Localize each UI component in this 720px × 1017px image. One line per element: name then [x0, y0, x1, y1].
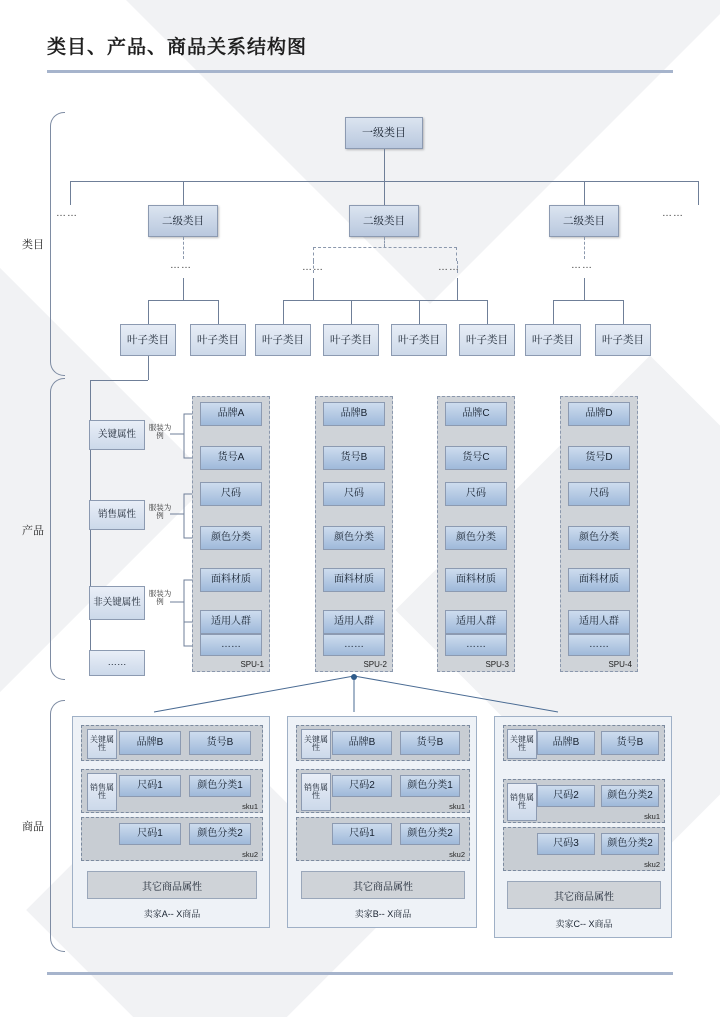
category-ellipsis-mid-4: …… [571, 260, 593, 271]
card2-sku1-color[interactable]: 颜色分类1 [400, 775, 460, 797]
connector-bus-drop-3 [384, 181, 385, 205]
dashed-connector-1 [183, 237, 184, 259]
divider-bottom [47, 972, 673, 975]
spu3-value-ellipsis[interactable]: …… [445, 634, 507, 656]
card1-other-attr[interactable]: 其它商品属性 [87, 871, 257, 899]
card3-other-attr[interactable]: 其它商品属性 [507, 881, 661, 909]
card1-sku-tag-1: sku1 [242, 802, 258, 811]
spu4-value-ellipsis[interactable]: …… [568, 634, 630, 656]
card3-key-value-article[interactable]: 货号B [601, 731, 659, 755]
spu3-value-article[interactable]: 货号C [445, 446, 507, 470]
card3-sku1-size[interactable]: 尺码2 [537, 785, 595, 807]
page-title: 类目、产品、商品关系结构图 [47, 37, 308, 58]
spu1-value-brand[interactable]: 品牌A [200, 402, 262, 426]
card2-sale-attr-label: 销售属性 [301, 773, 331, 811]
connector-leaf-drop-1 [148, 300, 149, 324]
spu2-value-audience[interactable]: 适用人群 [323, 610, 385, 634]
connector-leaf-to-product [148, 356, 149, 380]
dashed-connector-2b [457, 261, 458, 273]
section-label-category: 类目 [22, 239, 44, 251]
card2-key-attr-label: 关键属性 [301, 729, 331, 759]
card2-sku2-size[interactable]: 尺码1 [332, 823, 392, 845]
connector-leaf-bus-3-in [584, 278, 585, 300]
spu2-value-size[interactable]: 尺码 [323, 482, 385, 506]
product-attr-group-nonkey[interactable]: 非关键属性 [89, 586, 145, 620]
card1-sale-attr-label: 销售属性 [87, 773, 117, 811]
card1-caption: 卖家A-- X商品 [143, 909, 201, 919]
spu-tag-4: SPU-4 [608, 660, 632, 669]
spu1-value-audience[interactable]: 适用人群 [200, 610, 262, 634]
connector-leaf-bus-3 [553, 300, 623, 301]
connector-leaf-drop-3 [283, 300, 284, 324]
spu-tag-1: SPU-1 [240, 660, 264, 669]
card1-sku2-color[interactable]: 颜色分类2 [189, 823, 251, 845]
brace-product [50, 378, 65, 680]
spu4-value-size[interactable]: 尺码 [568, 482, 630, 506]
card3-key-attr-label: 关键属性 [507, 729, 537, 759]
card3-sku-tag-2: sku2 [644, 860, 660, 869]
spu1-value-ellipsis[interactable]: …… [200, 634, 262, 656]
connector-leaf-drop-8 [623, 300, 624, 324]
dashed-bracket-2 [313, 247, 457, 261]
spu2-value-article[interactable]: 货号B [323, 446, 385, 470]
spu1-value-color[interactable]: 颜色分类 [200, 526, 262, 550]
spu2-value-brand[interactable]: 品牌B [323, 402, 385, 426]
category-level2-node-1[interactable]: 二级类目 [148, 205, 218, 237]
category-level1-node[interactable]: 一级类目 [345, 117, 423, 149]
category-ellipsis-left: …… [56, 208, 78, 219]
connector-bus-drop-5 [698, 181, 699, 205]
spu4-value-article[interactable]: 货号D [568, 446, 630, 470]
card1-sku-tag-2: sku2 [242, 850, 258, 859]
product-attr-note-2: 服装为例 [148, 503, 172, 521]
connector-product-entry [90, 380, 148, 381]
connector-leaf-drop-2 [218, 300, 219, 324]
leaf-category-node-3[interactable]: 叶子类目 [255, 324, 311, 356]
connector-leaf-bus-2b [419, 300, 487, 301]
connector-leaf-drop-4 [351, 300, 352, 324]
spu4-value-audience[interactable]: 适用人群 [568, 610, 630, 634]
spu4-value-brand[interactable]: 品牌D [568, 402, 630, 426]
leaf-category-node-8[interactable]: 叶子类目 [595, 324, 651, 356]
leaf-category-node-1[interactable]: 叶子类目 [120, 324, 176, 356]
spu3-value-brand[interactable]: 品牌C [445, 402, 507, 426]
product-attr-group-sale[interactable]: 销售属性 [89, 500, 145, 530]
connector-leaf-bus-2-in-a [313, 278, 314, 300]
dashed-connector-2a [313, 261, 314, 273]
card2-sku2-color[interactable]: 颜色分类2 [400, 823, 460, 845]
connector-leaf-bus-1 [148, 300, 218, 301]
spu3-value-size[interactable]: 尺码 [445, 482, 507, 506]
section-label-commodity: 商品 [22, 821, 44, 833]
card3-sale-attr-label: 销售属性 [507, 783, 537, 821]
card2-sku-tag-1: sku1 [449, 802, 465, 811]
connector-leaf-drop-5 [419, 300, 420, 324]
card2-other-attr[interactable]: 其它商品属性 [301, 871, 465, 899]
connector-leaf-bus-2-in-b [457, 278, 458, 300]
leaf-category-node-2[interactable]: 叶子类目 [190, 324, 246, 356]
connector-l1-down [384, 149, 385, 181]
spu3-value-color[interactable]: 颜色分类 [445, 526, 507, 550]
connector-leaf-bus-1-in [183, 278, 184, 300]
category-level2-node-2[interactable]: 二级类目 [349, 205, 419, 237]
spu4-value-color[interactable]: 颜色分类 [568, 526, 630, 550]
card3-sku-tag-1: sku1 [644, 812, 660, 821]
card3-sku2-size[interactable]: 尺码3 [537, 833, 595, 855]
commodity-card-1[interactable] [72, 716, 270, 928]
spu1-value-fabric[interactable]: 面料材质 [200, 568, 262, 592]
connector-leaf-drop-6 [487, 300, 488, 324]
commodity-card-2[interactable] [287, 716, 477, 928]
dashed-connector-3 [584, 237, 585, 259]
category-ellipsis-mid-3: …… [438, 262, 460, 273]
product-attr-note-3: 服装为例 [148, 589, 172, 607]
connector-leaf-drop-7 [553, 300, 554, 324]
leaf-category-node-4[interactable]: 叶子类目 [323, 324, 379, 356]
card1-sku1-size[interactable]: 尺码1 [119, 775, 181, 797]
card1-key-value-article[interactable]: 货号B [189, 731, 251, 755]
spu3-value-fabric[interactable]: 面料材质 [445, 568, 507, 592]
spu2-value-color[interactable]: 颜色分类 [323, 526, 385, 550]
spu-tag-3: SPU-3 [485, 660, 509, 669]
card2-caption: 卖家B-- X商品 [354, 909, 412, 919]
category-ellipsis-mid-1: …… [170, 260, 192, 271]
connector-bus-drop-4 [584, 181, 585, 205]
commodity-card-3[interactable] [494, 716, 672, 938]
connector-bus-drop-1 [70, 181, 71, 205]
category-ellipsis-right: …… [662, 208, 684, 219]
card3-sku2-color[interactable]: 颜色分类2 [601, 833, 659, 855]
brace-category [50, 112, 65, 376]
card2-key-value-brand[interactable]: 品牌B [332, 731, 392, 755]
card1-sku1-color[interactable]: 颜色分类1 [189, 775, 251, 797]
spu1-value-article[interactable]: 货号A [200, 446, 262, 470]
spu-tag-2: SPU-2 [363, 660, 387, 669]
product-attr-group-ellipsis[interactable]: …… [89, 650, 145, 676]
connector-bus-drop-2 [183, 181, 184, 205]
card1-sku2-size[interactable]: 尺码1 [119, 823, 181, 845]
leaf-category-node-7[interactable]: 叶子类目 [525, 324, 581, 356]
spu1-value-size[interactable]: 尺码 [200, 482, 262, 506]
dashed-connector-2 [384, 237, 385, 247]
section-label-product: 产品 [22, 525, 44, 537]
connector-spu2-to-commodity [120, 672, 600, 716]
category-ellipsis-mid-2: …… [302, 262, 324, 273]
divider-top [47, 70, 673, 73]
brace-commodity [50, 700, 65, 952]
card2-key-value-article[interactable]: 货号B [400, 731, 460, 755]
category-level2-node-3[interactable]: 二级类目 [549, 205, 619, 237]
card3-sku1-color[interactable]: 颜色分类2 [601, 785, 659, 807]
card2-sku-tag-2: sku2 [449, 850, 465, 859]
card3-key-value-brand[interactable]: 品牌B [537, 731, 595, 755]
spu4-value-fabric[interactable]: 面料材质 [568, 568, 630, 592]
product-attr-note-1: 服装为例 [148, 423, 172, 441]
spu2-value-ellipsis[interactable]: …… [323, 634, 385, 656]
spu3-value-audience[interactable]: 适用人群 [445, 610, 507, 634]
leaf-category-node-5[interactable]: 叶子类目 [391, 324, 447, 356]
card2-sku1-size[interactable]: 尺码2 [332, 775, 392, 797]
card1-key-attr-label: 关键属性 [87, 729, 117, 759]
card1-key-value-brand[interactable]: 品牌B [119, 731, 181, 755]
spu2-value-fabric[interactable]: 面料材质 [323, 568, 385, 592]
card3-caption: 卖家C-- X商品 [555, 919, 613, 929]
product-attr-group-key[interactable]: 关键属性 [89, 420, 145, 450]
leaf-category-node-6[interactable]: 叶子类目 [459, 324, 515, 356]
